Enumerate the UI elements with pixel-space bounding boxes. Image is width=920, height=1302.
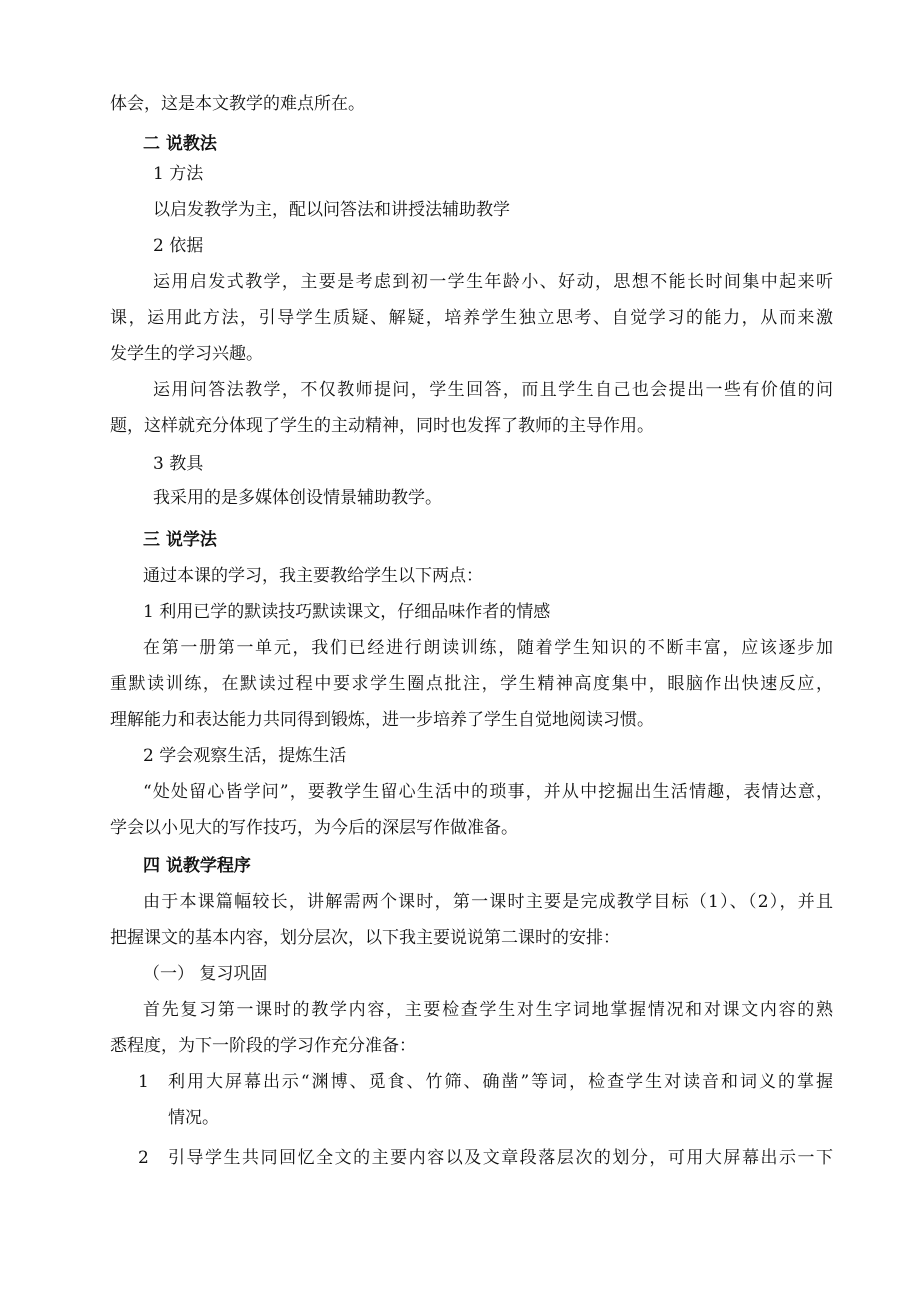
subheading-method: 1 方法 [153,164,204,184]
subheading-teaching-aids: 3 教具 [153,454,204,474]
list-item-text: 情况。 [168,1108,219,1128]
section-heading-learning-methods: 三 说学法 [143,530,217,550]
section-heading-teaching-methods: 二 说教法 [143,134,217,154]
list-item-text: 引导学生共同回忆全文的主要内容以及文章段落层次的划分，可用大屏幕出示一下 [168,1148,833,1168]
subheading-observe-life: 2 学会观察生活，提炼生活 [143,746,347,766]
paragraph-line: 课，运用此方法，引导学生质疑、解疑，培养学生独立思考、自觉学习的能力，从而来激 [110,308,833,328]
paragraph-line: “处处留心皆学问”，要教学生留心生活中的琐事，并从中挖掘出生活情趣，表情达意， [143,782,833,802]
paragraph-line: 运用启发式教学，主要是考虑到初一学生年龄小、好动，思想不能长时间集中起来听 [153,272,833,292]
paragraph-line: 重默读训练，在默读过程中要求学生圈点批注，学生精神高度集中，眼脑作出快速反应， [110,674,833,694]
paragraph-line: 发学生的学习兴趣。 [110,344,263,364]
paragraph-line: 我采用的是多媒体创设情景辅助教学。 [153,488,442,508]
paragraph-line: 学会以小见大的写作技巧，为今后的深层写作做准备。 [110,818,518,838]
paragraph-line: 题，这样就充分体现了学生的主动精神，同时也发挥了教师的主导作用。 [110,416,654,436]
subheading-silent-reading: 1 利用已学的默读技巧默读课文，仔细品味作者的情感 [143,602,551,622]
list-item-text: 利用大屏幕出示“渊博、觅食、竹筛、确凿”等词，检查学生对读音和词义的掌握 [168,1072,833,1092]
list-number: 2 [138,1148,149,1168]
paragraph-line: 运用问答法教学，不仅教师提问，学生回答，而且学生自己也会提出一些有价值的问 [153,380,833,400]
paragraph-line: 由于本课篇幅较长，讲解需两个课时，第一课时主要是完成教学目标（1）、（2），并且 [143,892,833,912]
subheading-review: （一） 复习巩固 [143,964,268,984]
paragraph-line: 把握课文的基本内容，划分层次，以下我主要说说第二课时的安排： [110,928,620,948]
paragraph-line: 理解能力和表达能力共同得到锻炼，进一步培养了学生自觉地阅读习惯。 [110,710,654,730]
subheading-basis: 2 依据 [153,236,204,256]
paragraph-line: 首先复习第一课时的教学内容，主要检查学生对生字词地掌握情况和对课文内容的熟 [143,1000,833,1020]
paragraph-line: 在第一册第一单元，我们已经进行朗读训练，随着学生知识的不断丰富，应该逐步加 [143,638,833,658]
section-heading-teaching-procedure: 四 说教学程序 [143,856,251,876]
paragraph-line: 以启发教学为主，配以问答法和讲授法辅助教学 [153,200,510,220]
paragraph-line: 悉程度，为下一阶段的学习作充分准备： [110,1036,416,1056]
list-number: 1 [138,1072,149,1092]
paragraph-line: 通过本课的学习，我主要教给学生以下两点： [143,566,483,586]
paragraph-line: 体会，这是本文教学的难点所在。 [110,94,365,114]
